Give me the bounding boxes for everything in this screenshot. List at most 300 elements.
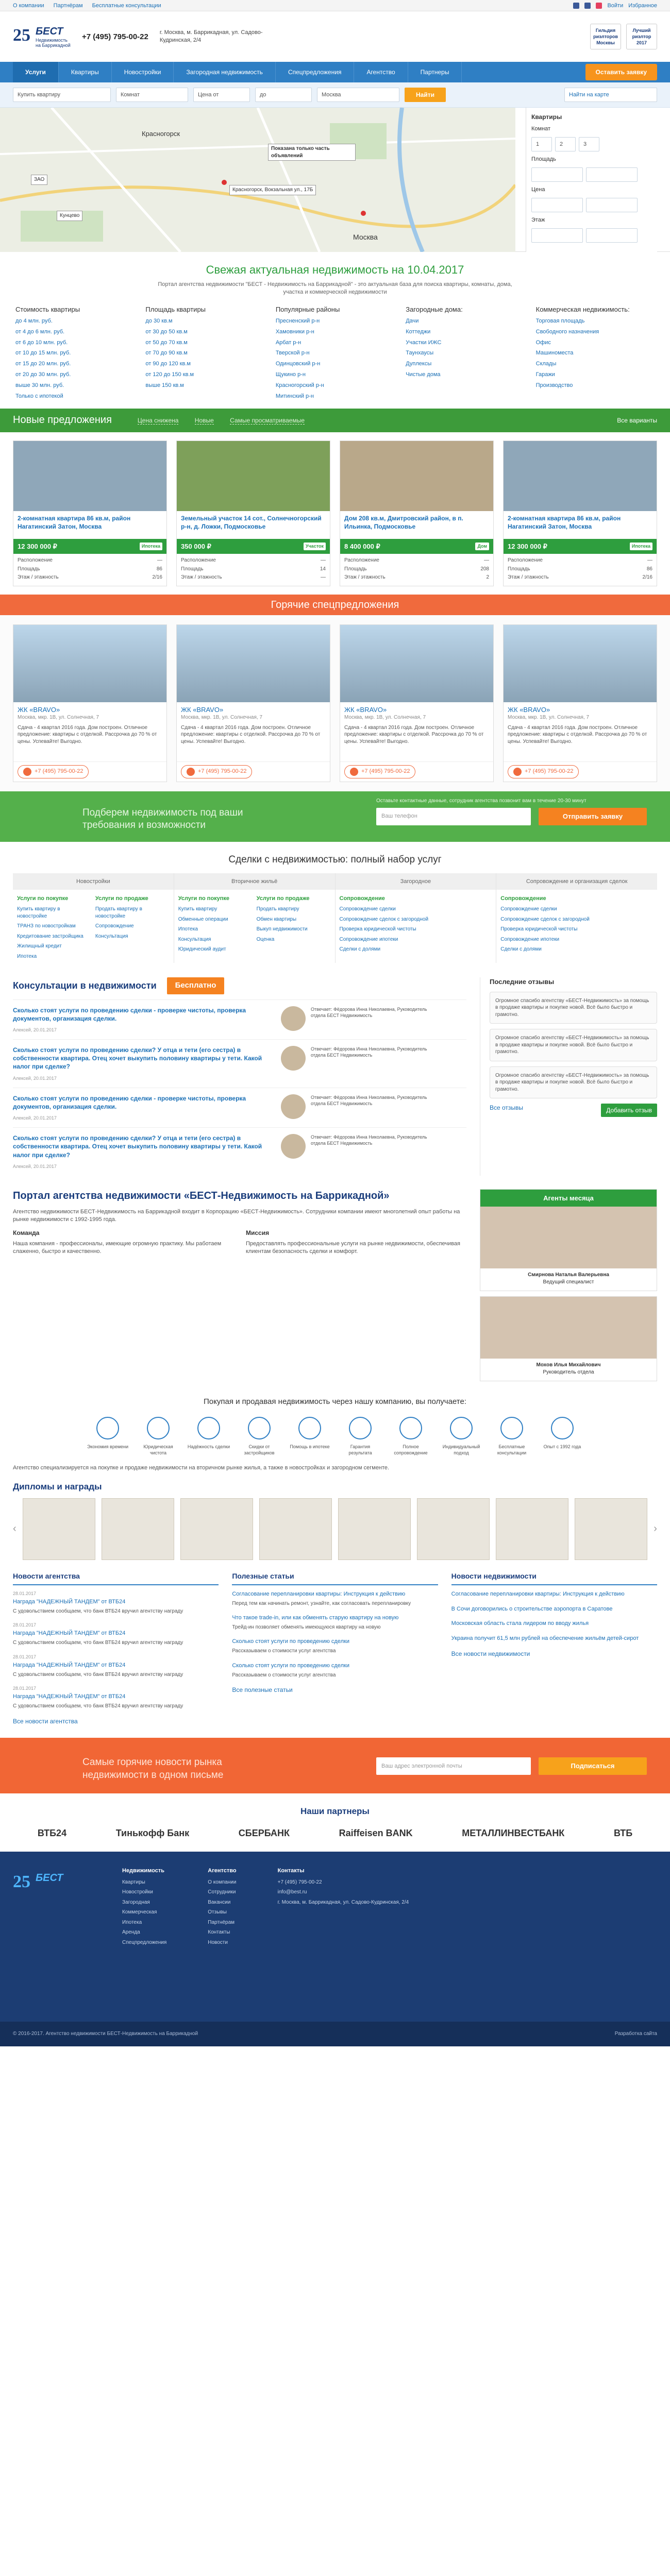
offer-title[interactable]: 2-комнатная квартира 86 кв.м, район Нагатинский Затон, Москва — [508, 514, 621, 530]
fresh-link[interactable]: от 15 до 20 млн. руб. — [15, 361, 71, 367]
hot-card[interactable] — [503, 624, 657, 782]
hot-card[interactable] — [13, 624, 167, 782]
copyright-bar — [0, 2022, 670, 2046]
news-excerpt: Рассказываем о стоимости услуг агентства — [232, 1648, 336, 1654]
free-badge[interactable]: Бесплатно — [167, 977, 225, 994]
hot-name[interactable]: ЖК «BRAVO» — [18, 705, 60, 714]
hot-text: Сдача - 4 квартал 2016 года. Дом построен. Отличное предложение: квартиры с отделкой. Рассрочка до 70 % от цены. Успевайте! Выгодно. — [18, 724, 157, 744]
benefit-icon — [399, 1417, 422, 1439]
offer-card[interactable] — [340, 440, 494, 586]
offer-photo[interactable] — [177, 441, 330, 511]
fresh-link[interactable]: Участки ИЖС — [406, 339, 442, 346]
hot-photo[interactable] — [340, 625, 493, 702]
benefit-item — [339, 1417, 382, 1456]
subscribe-email-input[interactable]: Ваш адрес электронной почты — [376, 1757, 531, 1775]
deal-link[interactable]: Купить квартиру — [178, 906, 217, 912]
all-news-link[interactable]: Все новости агентства — [13, 1717, 78, 1725]
news-item — [13, 1622, 219, 1646]
facebook-icon[interactable] — [584, 3, 591, 9]
hot-photo[interactable] — [504, 625, 657, 702]
footer-column — [208, 1867, 236, 1949]
meta-value: — — [484, 557, 489, 564]
meta-label: Площадь — [181, 566, 204, 572]
fresh-link[interactable]: Щукино р-н — [275, 371, 306, 378]
benefit-label: Экономия времени — [87, 1444, 129, 1449]
price-to-input[interactable]: до — [255, 88, 312, 102]
deal-column — [13, 873, 174, 963]
meta-row — [181, 566, 326, 573]
subscribe-banner — [0, 1738, 670, 1793]
news-link[interactable]: Награда "НАДЕЖНЫЙ ТАНДЕМ" от ВТБ24 — [13, 1662, 126, 1668]
news-excerpt: Трейд-ин позволяет обменять имеющуюся квартиру на новую — [232, 1624, 381, 1630]
news-link[interactable]: Награда "НАДЕЖНЫЙ ТАНДЕМ" от ВТБ24 — [13, 1630, 126, 1637]
deal-link[interactable]: Сопровождение сделки — [339, 906, 396, 912]
map-price-from-input[interactable] — [531, 198, 583, 212]
offer-meta — [504, 554, 657, 586]
deal-link[interactable]: Сделки с долями — [339, 946, 381, 953]
deals-title: Сделки с недвижимостью: полный набор услуг — [228, 854, 442, 865]
news-link[interactable]: Московская область стала лидером по вводу жилья — [451, 1620, 589, 1627]
deal-subcolumns — [178, 895, 331, 956]
agent-photo — [480, 1207, 657, 1268]
fresh-link[interactable]: от 30 до 50 кв.м — [145, 328, 188, 335]
hot-name[interactable]: ЖК «BRAVO» — [181, 705, 224, 714]
deal-link[interactable]: Проверка юридической чистоты — [500, 926, 578, 933]
question-link[interactable]: Сколько стоят услуги по проведению сделки? У отца и тети (его сестра) в собственности квартира. Отец хочет выкупить половину квартиры у тети. Какой налог при сделке? — [13, 1134, 262, 1159]
meta-label: Площадь — [508, 566, 530, 572]
partner-logo[interactable]: МЕТАЛЛИНВЕСТБАНК — [462, 1827, 565, 1838]
offer-photo[interactable] — [504, 441, 657, 511]
footer-link[interactable]: Коммерческая — [122, 1909, 157, 1916]
offer-cards — [0, 432, 670, 595]
benefit-icon — [248, 1417, 271, 1439]
search-button[interactable]: Найти — [405, 88, 446, 102]
benefit-item — [389, 1417, 432, 1456]
nav-apartments[interactable]: Квартиры — [59, 62, 112, 82]
fresh-column-heading: Коммерческая недвижимость: — [535, 306, 630, 314]
question — [13, 1134, 271, 1170]
deal-link[interactable]: Консультация — [178, 936, 211, 942]
deal-column — [336, 873, 497, 963]
news-link[interactable]: Что такое trade-in, или как обменять старую квартиру на новую — [232, 1615, 399, 1621]
agent-name[interactable]: Мохов Илья Михайлович — [536, 1362, 601, 1368]
deal-link[interactable]: Сопровождение сделки — [500, 906, 557, 912]
instagram-icon[interactable] — [596, 3, 602, 9]
news-date: 28.01.2017 — [13, 1654, 37, 1659]
all-news-link[interactable]: Все полезные статьи — [232, 1686, 293, 1694]
news-date: 28.01.2017 — [13, 1686, 37, 1691]
deal-buy-title: Услуги по покупке — [178, 895, 230, 902]
mission-text: Предоставлять профессиональные услуги на рынке недвижимости, обеспечивая клиентам безопасность сделки и комфорт. — [246, 1240, 460, 1255]
fresh-link[interactable]: от 10 до 15 млн. руб. — [15, 350, 71, 357]
news-excerpt: Перед тем как начинать ремонт, узнайте, как согласовать перепланировку — [232, 1600, 411, 1606]
offer-photo[interactable] — [340, 441, 493, 511]
expert-avatar — [281, 1046, 306, 1071]
diploma-image[interactable] — [102, 1498, 174, 1560]
answer-text: Отвечает: Фёдорова Инна Николаевна, Руководитель отдела БЕСТ Недвижимость — [311, 1006, 427, 1018]
deal-link[interactable]: Обменные операции — [178, 916, 228, 922]
area-to-input[interactable] — [586, 167, 638, 182]
chevron-left-icon[interactable]: ‹ — [13, 1523, 16, 1535]
partner-logo[interactable]: ВТБ — [613, 1827, 633, 1838]
footer-link[interactable]: Партнёрам — [208, 1919, 235, 1925]
favorites-link[interactable]: Избранное — [628, 2, 657, 9]
promo-submit-button[interactable]: Отправить заявку — [539, 808, 647, 825]
footer-link[interactable]: Отзывы — [208, 1909, 227, 1916]
all-reviews-link[interactable]: Все отзывы — [490, 1104, 524, 1112]
question — [13, 1094, 271, 1122]
nav-agency[interactable]: Агентство — [354, 62, 408, 82]
news-link[interactable]: Награда "НАДЕЖНЫЙ ТАНДЕМ" от ВТБ24 — [13, 1693, 126, 1700]
footer-link[interactable]: Ипотека — [122, 1919, 142, 1925]
footer-link[interactable]: Аренда — [122, 1929, 140, 1936]
phone-number: +7 (495) 795-00-22 — [198, 768, 247, 775]
phone-button[interactable] — [344, 765, 415, 778]
question-link[interactable]: Сколько стоят услуги по проведению сделки? У отца и тети (его сестра) в собственности квартира. Отец хочет выкупить половину квартиры у тети. Какой налог при сделке? — [13, 1046, 262, 1071]
offer-card[interactable] — [13, 440, 167, 586]
add-review-button[interactable]: Добавить отзыв — [601, 1104, 657, 1117]
meta-value: 2 — [486, 574, 489, 581]
partners-title: Наши партнеры — [300, 1806, 370, 1816]
price-value: 12 300 000 ₽ — [18, 542, 57, 550]
phone-button[interactable] — [508, 765, 579, 778]
fresh-link[interactable]: от 120 до 150 кв.м — [145, 371, 194, 378]
hot-name[interactable]: ЖК «BRAVO» — [508, 705, 550, 714]
deal-link[interactable]: Оценка — [256, 936, 275, 942]
hot-photo[interactable] — [13, 625, 166, 702]
diploma-image[interactable] — [575, 1498, 647, 1560]
expert-avatar — [281, 1094, 306, 1119]
fresh-link[interactable]: Производство — [535, 382, 573, 388]
nav-request-button[interactable]: Оставить заявку — [585, 64, 657, 80]
logo-subtitle: Недвижимость на Баррикадной — [36, 38, 71, 48]
nav-newbuildings[interactable]: Новостройки — [112, 62, 174, 82]
news-link[interactable]: Сколько стоят услуги по проведению сделки — [232, 1662, 349, 1669]
fresh-link[interactable]: Торговая площадь — [535, 317, 585, 324]
news-item — [13, 1685, 219, 1709]
offer-title[interactable]: 2-комнатная квартира 86 кв.м, район Нагатинский Затон, Москва — [18, 514, 131, 530]
topbar-partners-link[interactable]: Партнёрам — [53, 2, 83, 9]
diploma-image[interactable] — [496, 1498, 568, 1560]
topbar-consult-link[interactable]: Бесплатные консультации — [92, 2, 161, 9]
deal-column-heading: Новостройки — [13, 873, 174, 890]
fresh-link[interactable]: Дуплексы — [406, 361, 432, 367]
fresh-link[interactable]: выше 150 кв.м — [145, 382, 184, 388]
meta-label: Этаж / этажность — [18, 574, 59, 581]
benefit-item — [86, 1417, 129, 1456]
meta-row — [181, 557, 326, 564]
fresh-column-heading: Площадь квартиры — [145, 306, 206, 314]
fresh-link[interactable]: Митинский р-н — [275, 393, 314, 399]
footer-link[interactable]: Вакансии — [208, 1899, 231, 1905]
benefit-label: Полное сопровождение — [394, 1444, 428, 1455]
footer-heading: Недвижимость — [122, 1868, 164, 1874]
developer-link[interactable]: Разработка сайта — [614, 2031, 657, 2037]
news-link[interactable]: Согласование перепланировки квартиры: Инструкция к действию — [451, 1590, 625, 1597]
deal-link[interactable]: Юридический аудит — [178, 946, 226, 953]
map-pin-icon[interactable] — [361, 211, 366, 216]
rooms-2-toggle[interactable]: 2 — [555, 137, 576, 151]
footer-link[interactable]: +7 (495) 795-00-22 — [277, 1879, 322, 1885]
filter-title: Квартиры — [531, 113, 562, 121]
benefit-item — [238, 1417, 281, 1456]
map-canvas[interactable] — [0, 108, 515, 252]
deal-type-select[interactable]: Купить квартиру — [13, 88, 111, 102]
agent-name[interactable]: Смирнова Наталья Валерьевна — [528, 1272, 609, 1278]
price-from-input[interactable]: Цена от — [193, 88, 250, 102]
phone-icon — [513, 768, 522, 776]
chevron-right-icon[interactable]: › — [654, 1523, 657, 1535]
news-link[interactable]: В Сочи договорились о строительстве аэропорта в Саратове — [451, 1605, 613, 1612]
deal-link[interactable]: Сопровождение — [95, 923, 134, 929]
news-link[interactable]: Награда "НАДЕЖНЫЙ ТАНДЕМ" от ВТБ24 — [13, 1598, 126, 1605]
map-pin-icon[interactable] — [222, 180, 227, 185]
meta-label: Этаж / этажность — [181, 574, 222, 581]
vk-icon[interactable] — [573, 3, 579, 9]
fresh-link[interactable]: Чистые дома — [406, 371, 441, 378]
footer-logo[interactable] — [13, 1867, 71, 1899]
floor-from-input[interactable] — [531, 228, 583, 243]
deal-link[interactable]: Сопровождение сделок с загородной — [339, 916, 429, 922]
diploma-image[interactable] — [23, 1498, 95, 1560]
deal-link[interactable]: Сопровождение ипотеки — [500, 936, 560, 942]
header-phone[interactable]: +7 (495) 795-00-22 — [82, 32, 148, 41]
consult-title: Консультации в недвижимости — [13, 980, 157, 991]
fresh-link[interactable]: от 50 до 70 кв.м — [145, 339, 188, 346]
fresh-link[interactable]: Склады — [535, 361, 557, 367]
award-badge: Лучший риэлтор 2017 — [626, 24, 657, 49]
fresh-link[interactable]: Хамовники р-н — [275, 328, 314, 335]
news-item — [232, 1662, 438, 1679]
deal-link[interactable]: Сопровождение сделок с загородной — [500, 916, 590, 922]
footer-column — [278, 1867, 409, 1949]
benefits-list — [13, 1417, 657, 1456]
deal-link[interactable]: Выкуп недвижимости — [256, 926, 308, 933]
news-link[interactable]: Согласование перепланировки квартиры: Инструкция к действию — [232, 1590, 406, 1597]
site-logo[interactable] — [13, 21, 71, 53]
phone-button[interactable] — [181, 765, 252, 778]
fresh-link[interactable]: Только с ипотекой — [15, 393, 63, 399]
deal-link[interactable]: Проверка юридической чистоты — [339, 926, 416, 933]
offer-card[interactable] — [503, 440, 657, 586]
footer-link[interactable]: Контакты — [208, 1929, 230, 1936]
fresh-link[interactable]: Свободного назначения — [535, 328, 599, 335]
offer-title[interactable]: Земельный участок 14 сот., Солнечногорский р-н, д. Ложки, Подмосковье — [181, 514, 322, 530]
fresh-link[interactable]: Арбат р-н — [275, 339, 301, 346]
hot-card[interactable] — [340, 624, 494, 782]
map-search-button[interactable]: Найти на карте — [564, 88, 657, 102]
nav-country[interactable]: Загородная недвижимость — [174, 62, 275, 82]
meta-row — [508, 574, 652, 581]
diploma-image[interactable] — [259, 1498, 332, 1560]
fresh-link[interactable]: Гаражи — [535, 371, 555, 378]
footer-link[interactable]: Новости — [208, 1939, 228, 1945]
hot-text: Сдача - 4 квартал 2016 года. Дом построен. Отличное предложение: квартиры с отделкой. Рассрочка до 70 % от цены. Успевайте! Выгодно. — [344, 724, 484, 744]
fresh-link[interactable]: от 6 до 10 млн. руб. — [15, 339, 68, 346]
phone-button[interactable] — [18, 765, 89, 778]
meta-value: — — [647, 557, 652, 564]
footer-link[interactable]: г. Москва, м. Баррикадная, ул. Садово-Кудринская, 2/4 — [277, 1899, 409, 1905]
hot-footer — [340, 761, 493, 782]
hot-footer — [13, 761, 166, 782]
rooms-select[interactable]: Комнат — [116, 88, 188, 102]
partner-logo[interactable]: СБЕРБАНК — [238, 1827, 290, 1838]
fresh-column — [276, 305, 394, 403]
fresh-link[interactable]: выше 30 млн. руб. — [15, 382, 64, 388]
nav-partners[interactable]: Партнеры — [408, 62, 462, 82]
nav-special[interactable]: Спецпредложения — [276, 62, 355, 82]
deal-link[interactable]: Продать квартиру в новостройке — [95, 906, 142, 919]
diploma-image[interactable] — [417, 1498, 490, 1560]
area-from-input[interactable] — [531, 167, 583, 182]
fresh-link[interactable]: до 4 млн. руб. — [15, 317, 53, 324]
deal-link[interactable]: Ипотека — [178, 926, 198, 933]
team-text: Наша компания - профессионалы, имеющие огромную практику. Мы работаем слаженно, быстро и качественно. — [13, 1240, 222, 1255]
deal-link[interactable]: Ипотека — [17, 953, 37, 959]
partner-logo[interactable]: Raiffeisen BANK — [339, 1827, 413, 1838]
offer-card[interactable] — [176, 440, 330, 586]
fresh-link[interactable]: от 4 до 6 млн. руб. — [15, 328, 65, 335]
rooms-1-toggle[interactable]: 1 — [531, 137, 552, 151]
deal-link[interactable]: Купить квартиру в новостройке — [17, 906, 60, 919]
question-link[interactable]: Сколько стоят услуги по проведению сделки - проверке чистоты, проверка документов, организация сделки. — [13, 1094, 246, 1110]
benefit-icon — [349, 1417, 372, 1439]
footer-link[interactable]: info@best.ru — [277, 1889, 307, 1895]
rooms-3-toggle[interactable]: 3 — [579, 137, 599, 151]
portal-title: Портал агентства недвижимости «БЕСТ-Недвижимость на Баррикадной» — [13, 1190, 390, 1201]
question-meta: Алексей, 20.01.2017 — [13, 1115, 57, 1121]
fresh-link[interactable]: Красногорский р-н — [275, 382, 324, 388]
map-price-to-input[interactable] — [586, 198, 638, 212]
fresh-link[interactable]: Дачи — [406, 317, 419, 324]
question-meta: Алексей, 20.01.2017 — [13, 1163, 57, 1169]
tab-price-reduced[interactable]: Цена снижена — [137, 416, 179, 424]
offer-title[interactable]: Дом 208 кв.м, Дмитровский район, в п. Ильинка, Подмосковье — [344, 514, 463, 530]
price-value: 12 300 000 ₽ — [508, 542, 547, 550]
offer-photo[interactable] — [13, 441, 166, 511]
subscribe-button[interactable]: Подписаться — [539, 1757, 647, 1775]
deal-link[interactable]: Сопровождение ипотеки — [339, 936, 398, 942]
all-offers-link[interactable]: Все варианты — [617, 416, 657, 424]
useful-articles — [232, 1571, 438, 1725]
benefit-icon — [147, 1417, 170, 1439]
meta-value: 2/16 — [642, 574, 652, 581]
city-select[interactable]: Москва — [317, 88, 399, 102]
deal-link[interactable]: ТРАНЗ по новостройкам — [17, 923, 76, 929]
phone-icon — [350, 768, 358, 776]
fresh-link[interactable]: от 20 до 30 млн. руб. — [15, 371, 71, 378]
partner-logo[interactable]: Тинькофф Банк — [115, 1827, 190, 1838]
diploma-image[interactable] — [180, 1498, 253, 1560]
fresh-column — [15, 305, 134, 403]
agent-photo — [480, 1297, 657, 1359]
deals-grid — [0, 873, 670, 963]
offer-meta — [13, 554, 166, 586]
fresh-link[interactable]: Тверской р-н — [275, 350, 310, 357]
question-link[interactable]: Сколько стоят услуги по проведению сделки - проверке чистоты, проверка документов, организация сделки. — [13, 1006, 246, 1022]
footer-link[interactable]: Загородная — [122, 1899, 150, 1905]
benefit-label: Помощь в ипотеке — [290, 1444, 330, 1449]
news-link[interactable]: Сколько стоят услуги по проведению сделки — [232, 1638, 349, 1645]
meta-row — [344, 566, 489, 573]
deal-sell — [257, 895, 331, 956]
promo-phone-input[interactable]: Ваш телефон — [376, 808, 531, 825]
meta-row — [344, 557, 489, 564]
floor-to-input[interactable] — [586, 228, 638, 243]
news-link[interactable]: Украина получит 61,5 млн рублей на обеспечение жильём детей-сирот — [451, 1635, 639, 1642]
deal-buy-title: Услуги по покупке — [17, 895, 69, 902]
answer-text: Отвечает: Фёдорова Инна Николаевна, Руководитель отдела БЕСТ Недвижимость — [311, 1046, 427, 1058]
nav-services[interactable]: Услуги — [13, 62, 59, 82]
deal-link[interactable]: Продать квартиру — [256, 906, 299, 912]
tab-new[interactable]: Новые — [194, 416, 214, 424]
meta-label: Этаж / этажность — [344, 574, 386, 581]
hot-location: Москва, мкр. 1B, ул. Солнечная, 7 — [18, 715, 99, 721]
deal-link[interactable]: Обмен квартиры — [256, 916, 297, 922]
footer-link[interactable]: Спецпредложения — [122, 1939, 167, 1945]
tab-most-viewed[interactable]: Самые просматриваемые — [230, 416, 305, 424]
diplomas-title: Дипломы и награды — [13, 1481, 102, 1492]
fresh-link[interactable]: Пресненский р-н — [275, 317, 320, 324]
fresh-link[interactable]: от 70 до 90 кв.м — [145, 350, 188, 357]
login-link[interactable]: Войти — [607, 2, 624, 9]
news-item — [232, 1638, 438, 1654]
diploma-image[interactable] — [338, 1498, 411, 1560]
fresh-link[interactable]: Офис — [535, 339, 551, 346]
fresh-link[interactable]: до 30 кв.м — [145, 317, 173, 324]
meta-label: Площадь — [18, 566, 40, 572]
meta-row — [18, 566, 162, 573]
consult-section — [0, 963, 670, 1176]
fresh-link[interactable]: от 90 до 120 кв.м — [145, 361, 191, 367]
benefits-section — [0, 1386, 670, 1471]
hot-card[interactable] — [176, 624, 330, 782]
deal-link[interactable]: Жилищный кредит — [17, 943, 62, 950]
meta-row — [18, 574, 162, 581]
deal-link[interactable]: Сделки с долями — [500, 946, 542, 953]
footer-link[interactable]: Новостройки — [122, 1889, 153, 1895]
news-section — [0, 1560, 670, 1725]
hot-photo[interactable] — [177, 625, 330, 702]
fresh-link[interactable]: Коттеджи — [406, 328, 431, 335]
partner-logo[interactable]: ВТБ24 — [37, 1827, 67, 1838]
all-news-link[interactable]: Все новости недвижимости — [451, 1650, 530, 1658]
deal-link[interactable]: Кредитование застройщика — [17, 933, 83, 939]
benefit-item — [490, 1417, 533, 1456]
footer-link[interactable]: Сотрудники — [208, 1889, 236, 1895]
hot-name[interactable]: ЖК «BRAVO» — [344, 705, 387, 714]
top-utility-bar — [0, 0, 670, 11]
fresh-link[interactable]: Машиноместа — [535, 350, 574, 357]
agent-role: Руководитель отдела — [543, 1369, 594, 1375]
fresh-link[interactable]: Таунхаусы — [406, 350, 434, 357]
hot-offers-title: Горячие спецпредложения — [0, 595, 670, 615]
fresh-column-heading: Стоимость квартиры — [15, 306, 80, 314]
fresh-link[interactable]: Одинцовский р-н — [275, 361, 321, 367]
footer-link[interactable]: Квартиры — [122, 1879, 145, 1885]
logo-name: БЕСТ — [36, 1872, 63, 1884]
qa-item — [13, 1088, 466, 1128]
news-item — [13, 1654, 219, 1678]
meta-row — [508, 557, 652, 564]
deals-section — [0, 853, 670, 963]
footer-link[interactable]: О компании — [208, 1879, 237, 1885]
topbar-about-link[interactable]: О компании — [13, 2, 44, 9]
hot-location: Москва, мкр. 1B, ул. Солнечная, 7 — [508, 715, 590, 721]
deal-link[interactable]: Консультация — [95, 933, 128, 939]
phone-number: +7 (495) 795-00-22 — [35, 768, 83, 775]
promo-text: Подберем недвижимость под ваши требования и возможности — [82, 807, 243, 831]
